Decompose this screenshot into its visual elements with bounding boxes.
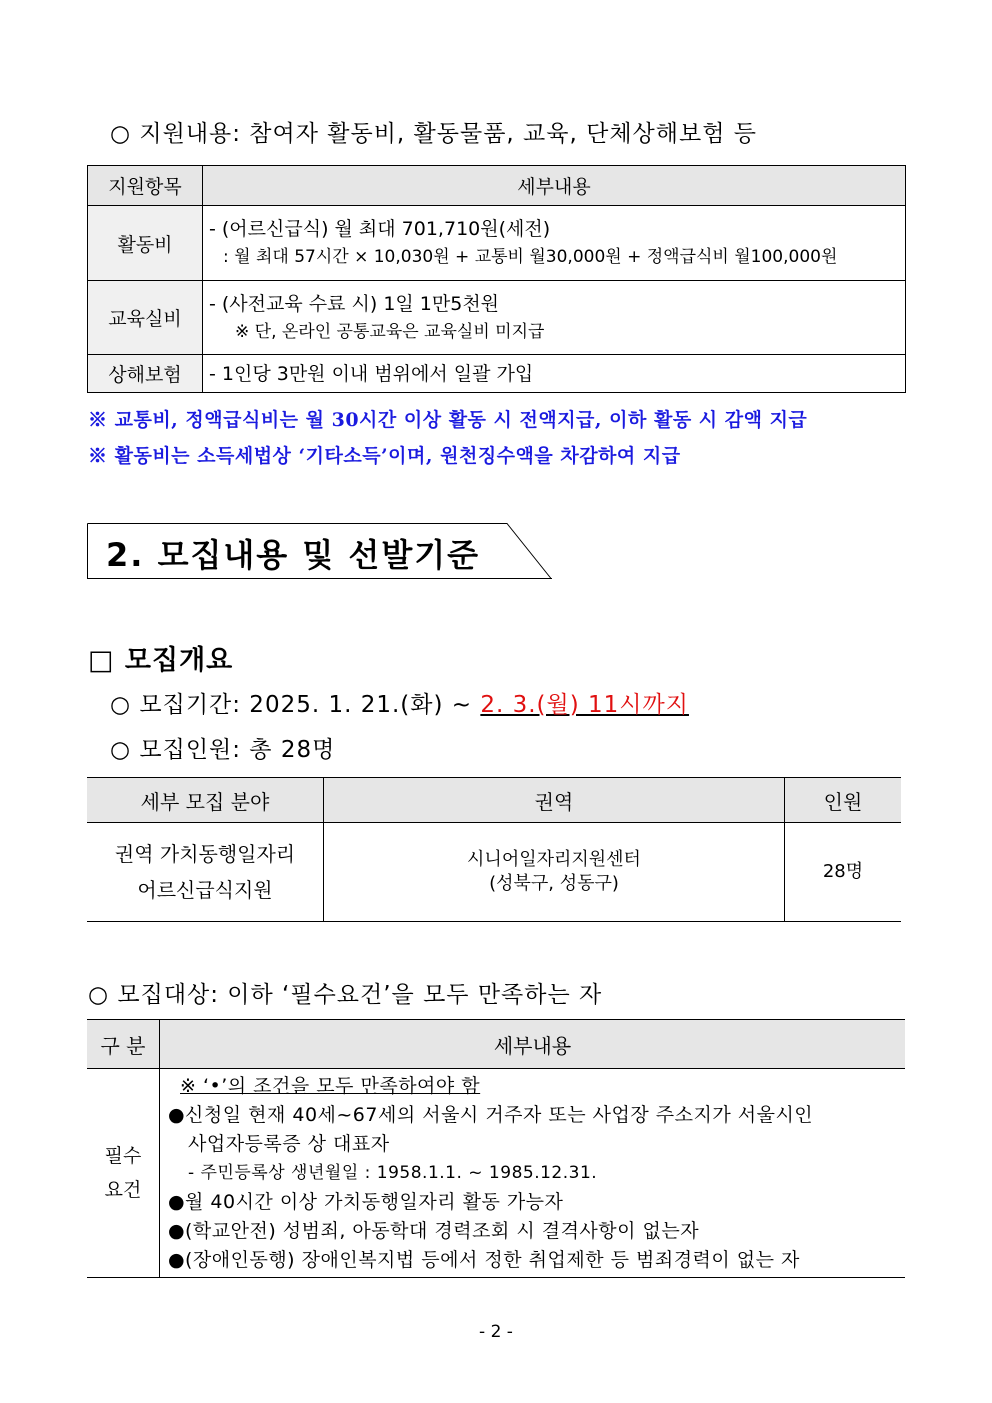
support-heading: ○ 지원내용: 참여자 활동비, 활동물품, 교육, 단체상해보험 등 [110,121,757,147]
category-line: 필수 [104,1145,142,1167]
table-row [88,281,906,355]
row-item-activity: 활동비 [88,206,203,281]
row-detail-line: - 1인당 3만원 이내 범위에서 일괄 가입 [209,362,534,385]
recruit-count-cell: 28명 [785,823,902,922]
row-detail-line: - (사전교육 수료 시) 1일 1만5천원 [209,292,500,315]
region-name: 시니어일자리지원센터 [467,849,641,870]
support-table [87,165,906,393]
section-title: 2. 모집내용 및 선발기준 [106,536,481,574]
header-item: 지원항목 [88,166,203,206]
target-table [87,1019,905,1278]
region-districts: (성북구, 성동구) [489,873,619,894]
recruit-period [110,686,689,719]
field-line: 어르신급식지원 [137,878,273,902]
target-heading: ○ 모집대상: 이하 ‘필수요건’을 모두 만족하는 자 [88,982,603,1008]
requirement-item: 신청일 현재 40세~67세의 서울시 거주자 또는 사업장 주소지가 서울시인 [185,1104,814,1126]
table-row [87,1069,905,1278]
subsection-title: □ 모집개요 [88,645,234,676]
row-item-education: 교육실비 [88,281,203,355]
requirement-item-cont: 사업자등록증 상 대표자 [188,1133,390,1155]
bullet-icon: ● [168,1191,186,1213]
bullet-icon: ● [168,1249,186,1271]
row-detail-subline: ※ 단, 온라인 공통교육은 교육실비 미지급 [235,321,545,342]
requirement-note: ※ ‘•’의 조건을 모두 만족하여야 함 [180,1075,481,1097]
recruit-table [87,777,901,922]
table-row [87,823,901,922]
table-row [88,206,906,281]
table-header-row [87,778,901,823]
header-field: 세부 모집 분야 [87,778,324,823]
bullet-icon: ● [168,1104,186,1126]
header-category: 구 분 [87,1020,160,1069]
field-line: 권역 가치동행일자리 [114,842,296,866]
header-count: 인원 [785,778,902,823]
recruit-count: ○ 모집인원: 총 28명 [110,737,336,763]
table-row [88,355,906,393]
requirement-item: 월 40시간 이상 가치동행일자리 활동 가능자 [185,1191,564,1213]
header-detail: 세부내용 [203,166,906,206]
row-item-insurance: 상해보험 [88,355,203,393]
page-number: - 2 - [479,1322,513,1342]
recruit-period-label: ○ 모집기간: 2025. 1. 21.(화) ~ [110,692,481,718]
requirement-subitem: - 주민등록상 생년월일 : 1958.1.1. ~ 1985.12.31. [188,1163,598,1183]
support-note: ※ 교통비, 정액급식비는 월 30시간 이상 활동 시 전액지급, 이하 활동 시 감액 지급 [88,409,808,431]
bullet-icon: ● [168,1220,186,1242]
row-detail-line: - (어르신급식) 월 최대 701,710원(세전) [209,218,551,240]
recruit-deadline: 2. 3.(월) 11시까지 [480,692,689,718]
category-line: 요건 [104,1179,142,1201]
requirement-item: (학교안전) 성범죄, 아동학대 경력조회 시 결격사항이 없는자 [185,1220,700,1242]
row-detail-subline: : 월 최대 57시간 × 10,030원 + 교통비 월30,000원 + 정액급식비 월100,000원 [223,247,838,267]
table-header-row [87,1020,905,1069]
header-detail: 세부내용 [160,1020,906,1069]
support-note: ※ 활동비는 소득세법상 ‘기타소득’이며, 원천징수액을 차감하여 지급 [88,445,681,467]
requirement-item: (장애인동행) 장애인복지법 등에서 정한 취업제한 등 범죄경력이 없는 자 [185,1249,800,1271]
header-region: 권역 [324,778,785,823]
table-header-row [88,166,906,206]
